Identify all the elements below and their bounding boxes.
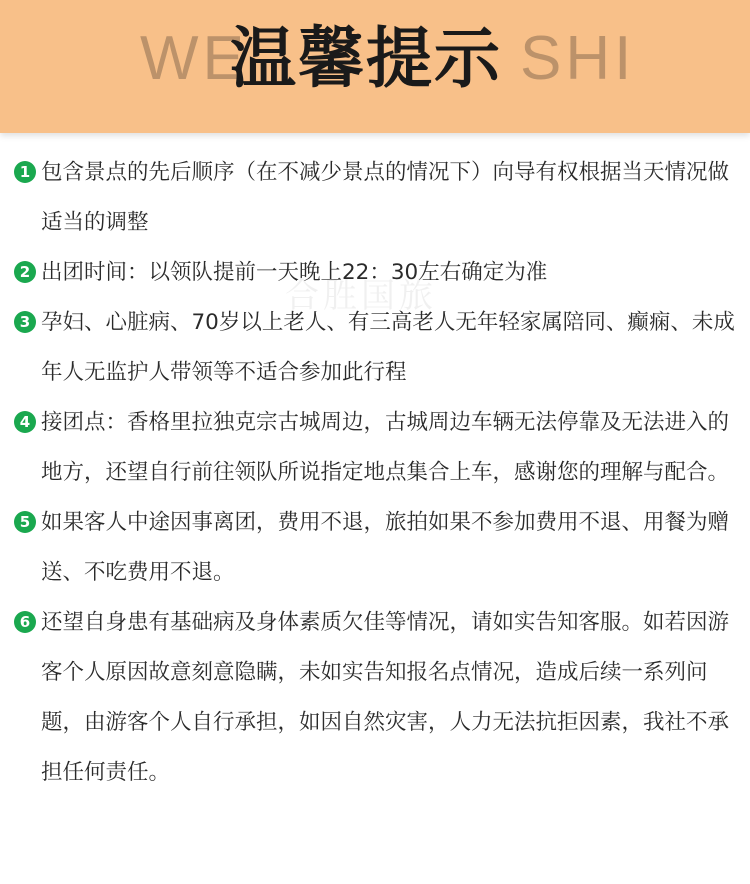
page-title: 温馨提示: [230, 20, 502, 97]
notice-item: [14, 248, 738, 298]
notice-item: [14, 398, 738, 498]
notice-item: [14, 498, 738, 598]
notice-list: [14, 148, 738, 798]
notice-text: 如果客人中途因事离团，费用不退，旅拍如果不参加费用不退、用餐为赠送、不吃费用不退。: [41, 510, 730, 585]
number-badge-icon: 3: [14, 311, 36, 333]
notice-text: 还望自身患有基础病及身体素质欠佳等情况，请如实告知客服。如若因游客个人原因故意刻意隐瞒，未如实告知报名点情况，造成后续一系列问题，由游客个人自行承担，如因自然灾害，人力无法抗拒因素，我社不承担任何责任。: [41, 610, 730, 785]
number-badge-icon: 5: [14, 511, 36, 533]
notice-item: [14, 148, 738, 248]
notice-text: 孕妇、心脏病、70岁以上老人、有三高老人无年轻家属陪同、癫痫、未成年人无监护人带领等不适合参加此行程: [41, 310, 735, 385]
notice-text: 包含景点的先后顺序（在不减少景点的情况下）向导有权根据当天情况做适当的调整: [41, 160, 730, 235]
number-badge-icon: 4: [14, 411, 36, 433]
header-bg-text-right: SHI: [520, 24, 636, 93]
header-banner: [0, 0, 750, 133]
notice-text: 接团点：香格里拉独克宗古城周边，古城周边车辆无法停靠及无法进入的地方，还望自行前往领队所说指定地点集合上车，感谢您的理解与配合。: [41, 410, 730, 485]
notice-text: 出团时间：以领队提前一天晚上22：30左右确定为准: [41, 260, 548, 285]
notice-item: [14, 598, 738, 798]
watermark: 合胜国旅: [285, 276, 437, 316]
notice-item: [14, 298, 738, 398]
header-bg-text-left: WE: [140, 24, 248, 93]
number-badge-icon: 6: [14, 611, 36, 633]
number-badge-icon: 1: [14, 161, 36, 183]
number-badge-icon: 2: [14, 261, 36, 283]
